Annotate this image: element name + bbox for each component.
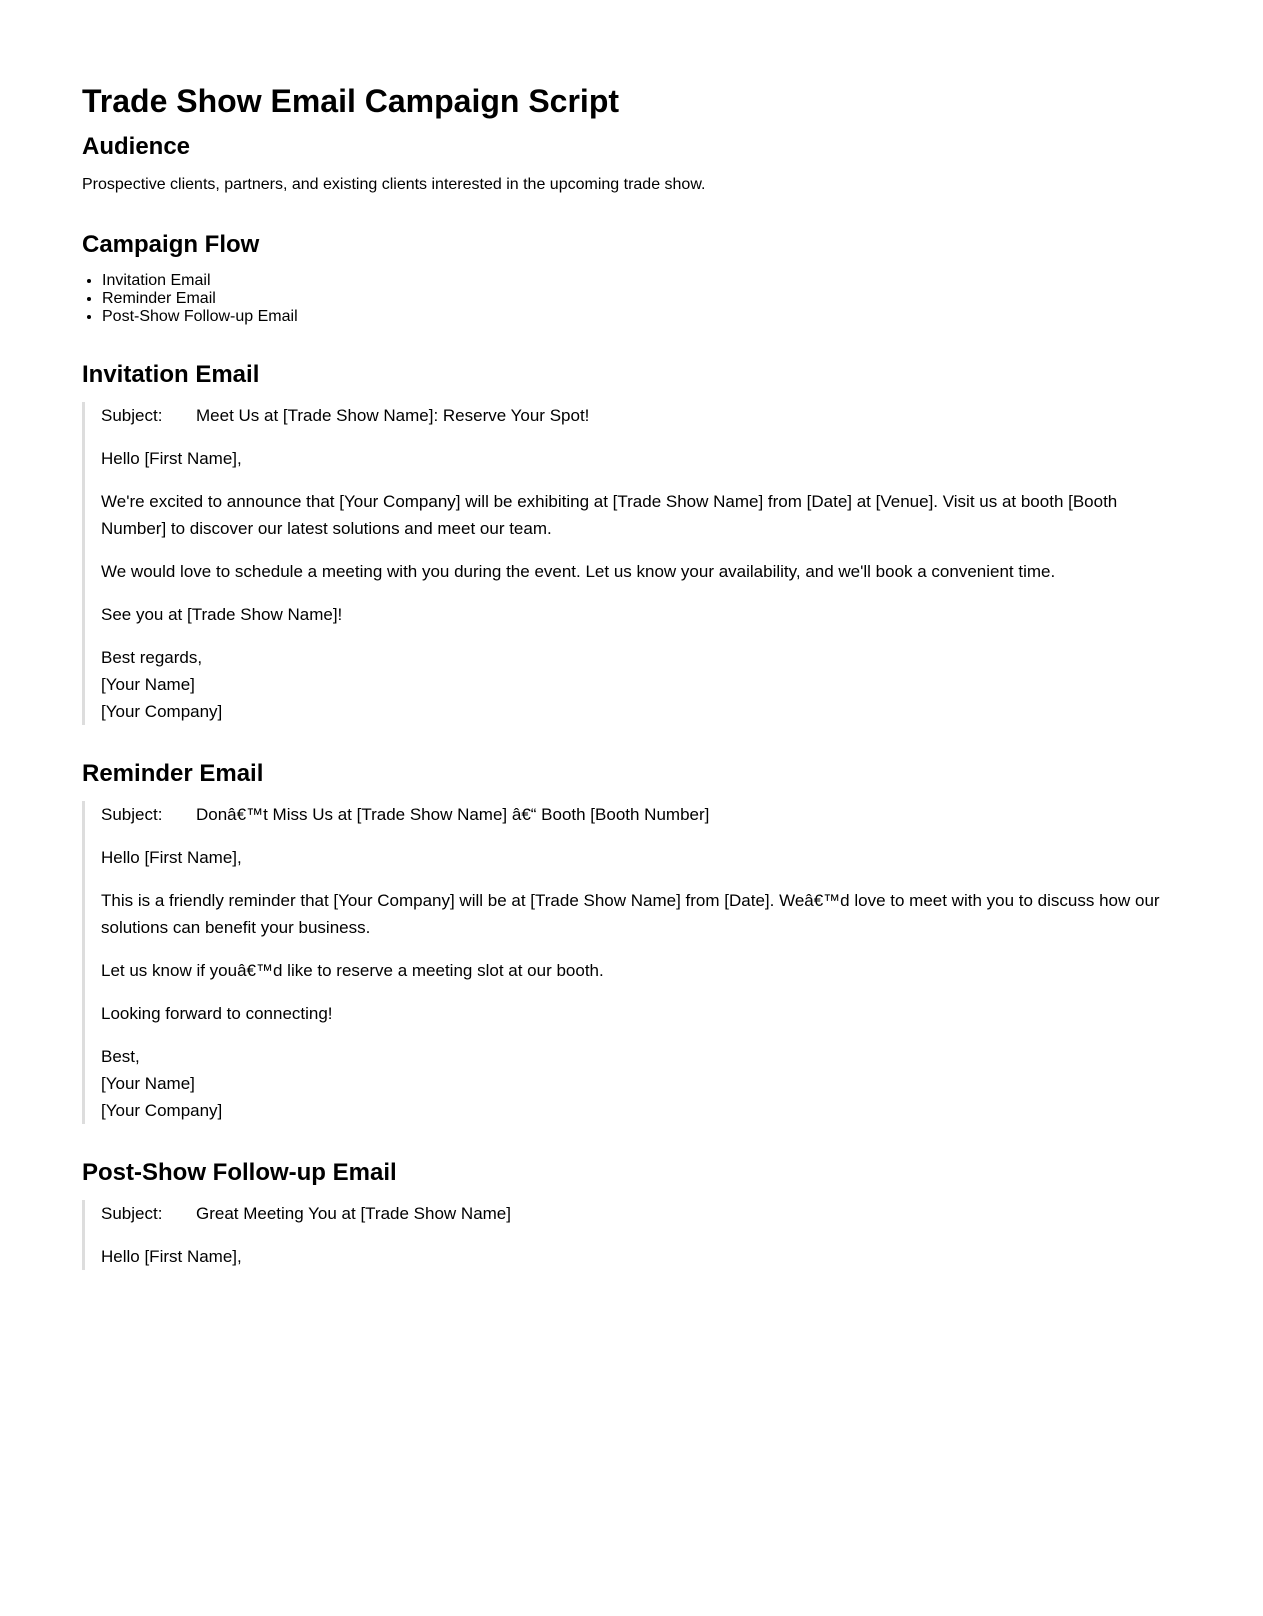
signoff: Best regards, [101,648,203,667]
email-paragraph: This is a friendly reminder that [Your Company] will be at [Trade Show Name] from [Date]. Weâ€™d love to meet with you to discuss how our solutions can benefit your business. [101,891,1160,937]
campaign-flow-section [82,230,1182,326]
email-paragraph: See you at [Trade Show Name]! [101,605,343,624]
email-greeting: Hello [First Name], [101,1247,242,1266]
subject-label: Subject: [101,406,163,425]
subject-row [101,1200,1182,1227]
list-item: • Invitation Email [102,272,1182,290]
email-greeting: Hello [First Name], [101,848,242,867]
followup-email-heading: Post-Show Follow-up Email [82,1159,397,1186]
email-paragraph: Let us know if youâ€™d like to reserve a meeting slot at our booth. [101,961,604,980]
signature-name: [Your Name] [101,675,195,694]
subject-text: Great Meeting You at [Trade Show Name] [196,1204,511,1223]
list-item: • Post-Show Follow-up Email [102,308,1182,326]
email-body [82,1200,1182,1270]
email-body [82,801,1182,1124]
followup-email-section [82,1158,1182,1270]
reminder-email-section [82,759,1182,1124]
subject-text: Donâ€™t Miss Us at [Trade Show Name] â€“ Booth [Booth Number] [196,805,710,824]
signature-name: [Your Name] [101,1074,195,1093]
audience-text: Prospective clients, partners, and existing clients interested in the upcoming trade show. [82,176,706,193]
invitation-email-heading: Invitation Email [82,361,260,388]
signoff: Best, [101,1047,140,1066]
email-paragraph: We would love to schedule a meeting with you during the event. Let us know your availability, and we'll book a convenient time. [101,562,1056,581]
signature-company: [Your Company] [101,1101,223,1120]
email-paragraph: Looking forward to connecting! [101,1004,333,1023]
subject-text: Meet Us at [Trade Show Name]: Reserve Your Spot! [196,406,590,425]
campaign-flow-heading: Campaign Flow [82,231,260,258]
subject-label: Subject: [101,1204,163,1223]
subject-row [101,801,1182,828]
email-body [82,402,1182,725]
page-title: Trade Show Email Campaign Script [82,83,620,119]
audience-section [82,132,1182,196]
email-greeting: Hello [First Name], [101,449,242,468]
campaign-flow-list [82,272,1182,326]
email-signature [101,644,1182,725]
email-paragraph: We're excited to announce that [Your Company] will be exhibiting at [Trade Show Name] from [Date] at [Venue]. Visit us at booth [Booth Number] to discover our latest solutions and meet our team. [101,492,1118,538]
document-page [82,80,1182,1312]
subject-label: Subject: [101,805,163,824]
audience-heading: Audience [82,133,191,160]
invitation-email-section [82,360,1182,725]
subject-row [101,402,1182,429]
reminder-email-heading: Reminder Email [82,760,264,787]
email-signature [101,1043,1182,1124]
list-item: • Reminder Email [102,290,1182,308]
signature-company: [Your Company] [101,702,223,721]
